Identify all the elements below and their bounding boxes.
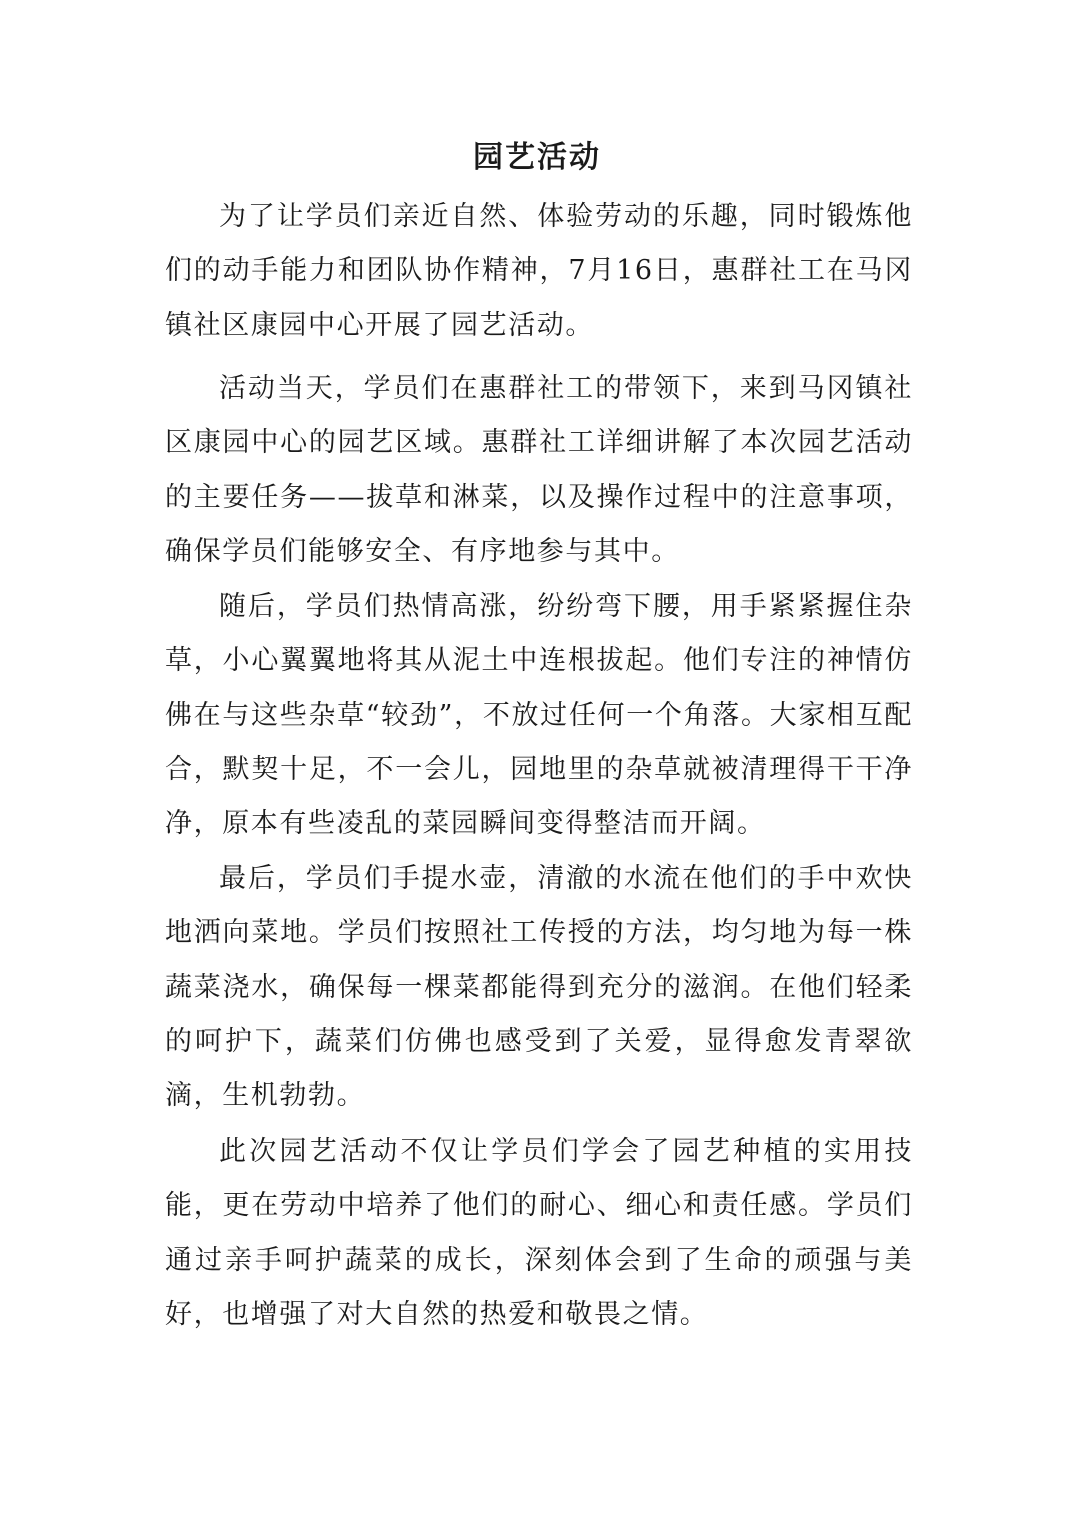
paragraph-watering: 最后，学员们手提水壶，清澈的水流在他们的手中欢快地洒向菜地。学员们按照社工传授的方法，均匀地为每一株蔬菜浇水，确保每一棵菜都能得到充分的滋润。在他们轻柔的呵护下，蔬菜们仿佛也感受到了关爱，显得愈发青翠欲滴，生机勃勃。 bbox=[165, 863, 913, 1112]
paragraph-conclusion: 此次园艺活动不仅让学员们学会了园艺种植的实用技能，更在劳动中培养了他们的耐心、细心和责任感。学员们通过亲手呵护蔬菜的成长，深刻体会到了生命的顽强与美好，也增强了对大自然的热爱和敬畏之情。 bbox=[165, 1136, 913, 1330]
document-title: 园艺活动 bbox=[473, 140, 601, 175]
paragraph-activity-day: 活动当天，学员们在惠群社工的带领下，来到马冈镇社区康园中心的园艺区域。惠群社工详细讲解了本次园艺活动的主要任务——拔草和淋菜，以及操作过程中的注意事项，确保学员们能够安全、有序地参与其中。 bbox=[165, 373, 913, 567]
paragraph-intro: 为了让学员们亲近自然、体验劳动的乐趣，同时锻炼他们的动手能力和团队协作精神，7月16日，惠群社工在马冈镇社区康园中心开展了园艺活动。 bbox=[165, 201, 913, 341]
paragraph-weeding: 随后，学员们热情高涨，纷纷弯下腰，用手紧紧握住杂草，小心翼翼地将其从泥土中连根拔起。他们专注的神情仿佛在与这些杂草“较劲”，不放过任何一个角落。大家相互配合，默契十足，不一会儿，园地里的杂草就被清理得干干净净，原本有些凌乱的菜园瞬间变得整洁而开阔。 bbox=[165, 591, 913, 840]
